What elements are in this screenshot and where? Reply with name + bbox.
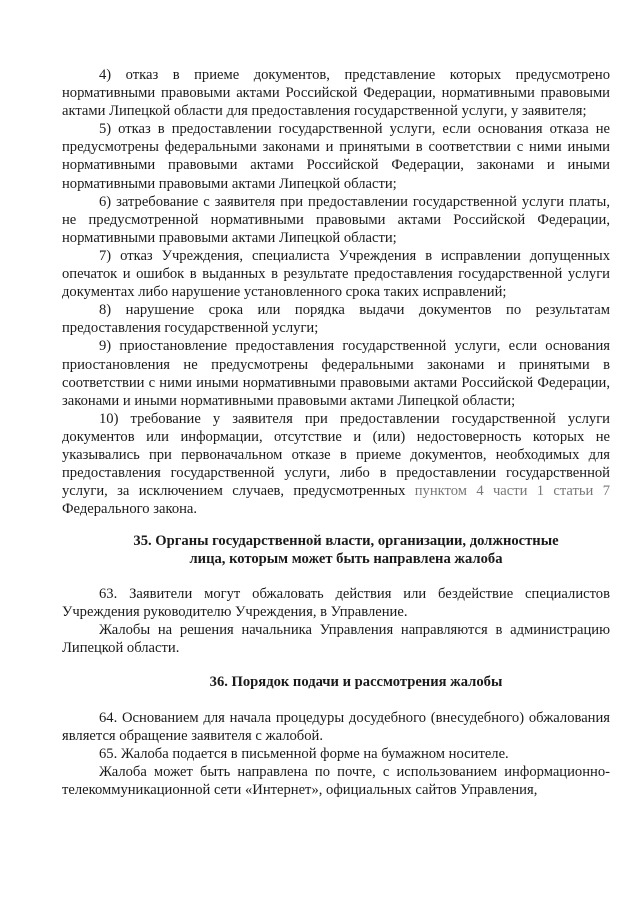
section-35-title-line1: 35. Органы государственной власти, организации, должностные [133,533,559,550]
item-8: 8) нарушение срока или порядка выдачи документов по результатам предоставления государственной услуги; [62,302,610,337]
item-4: 4) отказ в приеме документов, представление которых предусмотрено нормативными правовыми актами Российской Федерации, нормативными правовыми актами Липецкой области для предоставления государственной услуги, у заявителя; [62,67,610,120]
paragraph-65-channels: Жалоба может быть направлена по почте, с использованием информационно-телекоммуникационной сети «Интернет», официальных сайтов Управления, [62,764,610,799]
item-6: 6) затребование с заявителя при предоставлении государственной услуги платы, не предусмотренной нормативными правовыми актами Российской Федерации, нормативными правовыми актами Липецкой области; [62,193,610,246]
paragraph-63: 63. Заявители могут обжаловать действия или бездействие специалистов Учреждения руководителю Учреждения, в Управление. [62,585,610,620]
section-35-title-line2: лица, которым может быть направлена жалоба [189,551,503,568]
item-10-text: 10) требование у заявителя при предоставлении государственной услуги документов или информации, отсутствие и (или) недостоверность которых не указывались при первоначальном отказе в приеме документов, необходимых для предоставления государственной услуги, либо в предоставлении государственной услуги, за исключением случаев, предусмотренных [62,410,610,500]
item-10 [62,410,610,519]
section-36-heading: 36. Порядок подачи и рассмотрения жалобы [209,673,503,690]
item-9: 9) приостановление предоставления государственной услуги, если основания приостановления не предусмотрены федеральными законами и принятыми в соответствии с ними иными нормативными правовыми актами Российской Федерации, законами и иными нормативными правовыми актами Липецкой области; [62,338,610,409]
document-page [62,66,610,799]
item-7: 7) отказ Учреждения, специалиста Учреждения в исправлении допущенных опечаток и ошибок в выданных в результате предоставления государственной услуги документах либо нарушение установленного срока таких исправлений; [62,247,610,301]
paragraph-63-complaints: Жалобы на решения начальника Управления направляются в администрацию Липецкой области. [62,621,610,656]
paragraph-65: 65. Жалоба подается в письменной форме на бумажном носителе. [99,746,509,763]
section-35-heading [62,532,610,568]
item-5: 5) отказ в предоставлении государственной услуги, если основания отказа не предусмотрены федеральными законами и принятыми в соответствии с ними иными нормативными правовыми актами Российской Федерации, законами и иными нормативными правовыми актами Липецкой области; [62,121,610,192]
law-reference-link[interactable]: пунктом 4 части 1 статьи 7 [414,483,610,500]
item-10-tail: Федерального закона. [62,501,198,518]
paragraph-64: 64. Основанием для начала процедуры досудебного (внесудебного) обжалования является обращение заявителя с жалобой. [62,710,610,745]
